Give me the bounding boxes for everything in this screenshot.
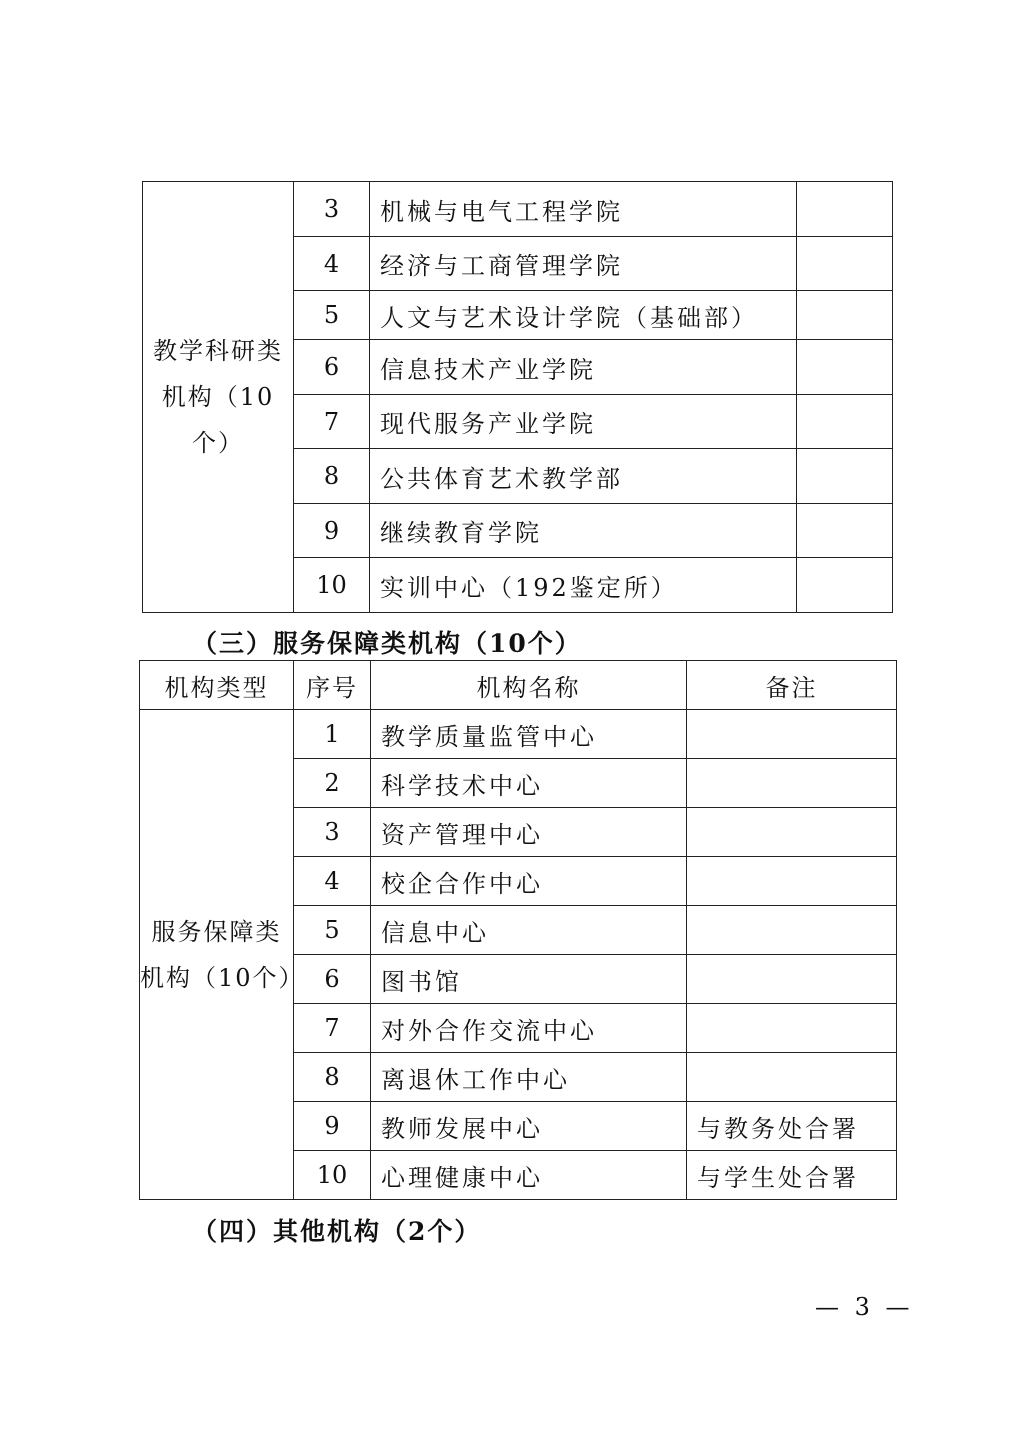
service-support-table: [139, 660, 897, 1200]
institution-name: 经济与工商管理学院: [370, 237, 797, 291]
row-number: 3: [294, 808, 371, 857]
table-header-row: [140, 661, 897, 710]
header-number: 序号: [294, 661, 371, 710]
institution-name: 信息技术产业学院: [370, 340, 797, 395]
institution-name: 资产管理中心: [371, 808, 687, 857]
institution-name: 图书馆: [371, 955, 687, 1004]
institution-name: 离退休工作中心: [371, 1053, 687, 1102]
row-number: 7: [294, 1004, 371, 1053]
row-number: 1: [294, 710, 371, 759]
page-number: — 3 —: [815, 1293, 914, 1321]
remark: [797, 558, 893, 613]
remark: [797, 449, 893, 504]
row-number: 4: [294, 237, 370, 291]
remark: [687, 955, 897, 1004]
header-institution-name: 机构名称: [371, 661, 687, 710]
remark: [687, 759, 897, 808]
remark: [687, 1004, 897, 1053]
remark: [797, 291, 893, 340]
institution-name: 现代服务产业学院: [370, 395, 797, 449]
header-institution-type: 机构类型: [140, 661, 294, 710]
institution-name: 公共体育艺术教学部: [370, 449, 797, 504]
row-number: 10: [294, 558, 370, 613]
row-number: 8: [294, 1053, 371, 1102]
remark: 与学生处合署: [687, 1151, 897, 1200]
remark: [687, 808, 897, 857]
institution-name: 信息中心: [371, 906, 687, 955]
remark: [797, 237, 893, 291]
institution-name: 校企合作中心: [371, 857, 687, 906]
institution-name: 实训中心（192鉴定所）: [370, 558, 797, 613]
row-number: 9: [294, 504, 370, 558]
row-number: 7: [294, 395, 370, 449]
remark: [687, 710, 897, 759]
row-number: 3: [294, 182, 370, 237]
remark: [687, 857, 897, 906]
institution-name: 心理健康中心: [371, 1151, 687, 1200]
institution-type-line2: 机构（10个）: [140, 963, 305, 992]
institution-name: 教师发展中心: [371, 1102, 687, 1151]
institution-type-cell: [140, 710, 305, 1200]
row-number: 4: [294, 857, 371, 906]
row-number: 6: [294, 340, 370, 395]
institution-type-line2: 机构（10个）: [161, 383, 275, 457]
remark: [687, 906, 897, 955]
row-number: 8: [294, 449, 370, 504]
institution-name: 科学技术中心: [371, 759, 687, 808]
remark: [797, 504, 893, 558]
remark: [797, 340, 893, 395]
remark: [687, 1053, 897, 1102]
row-number: 6: [294, 955, 371, 1004]
institution-type-cell: [143, 182, 294, 613]
institution-name: 继续教育学院: [370, 504, 797, 558]
remark: 与教务处合署: [687, 1102, 897, 1151]
section-heading-other: （四）其他机构（2个）: [192, 1217, 482, 1246]
row-number: 5: [294, 906, 371, 955]
row-number: 2: [294, 759, 371, 808]
section-heading-service-support: （三）服务保障类机构（10个）: [192, 629, 582, 658]
row-number: 9: [294, 1102, 371, 1151]
institution-type-line1: 服务保障类: [151, 917, 282, 946]
table-row: [143, 182, 893, 237]
table-row: [140, 710, 897, 759]
remark: [797, 182, 893, 237]
institution-name: 教学质量监管中心: [371, 710, 687, 759]
remark: [797, 395, 893, 449]
institution-name: 机械与电气工程学院: [370, 182, 797, 237]
teaching-research-table: [142, 181, 893, 613]
row-number: 5: [294, 291, 370, 340]
row-number: 10: [294, 1151, 371, 1200]
header-remark: 备注: [687, 661, 897, 710]
institution-name: 人文与艺术设计学院（基础部）: [370, 291, 797, 340]
institution-name: 对外合作交流中心: [371, 1004, 687, 1053]
institution-type-line1: 教学科研类: [153, 337, 283, 365]
